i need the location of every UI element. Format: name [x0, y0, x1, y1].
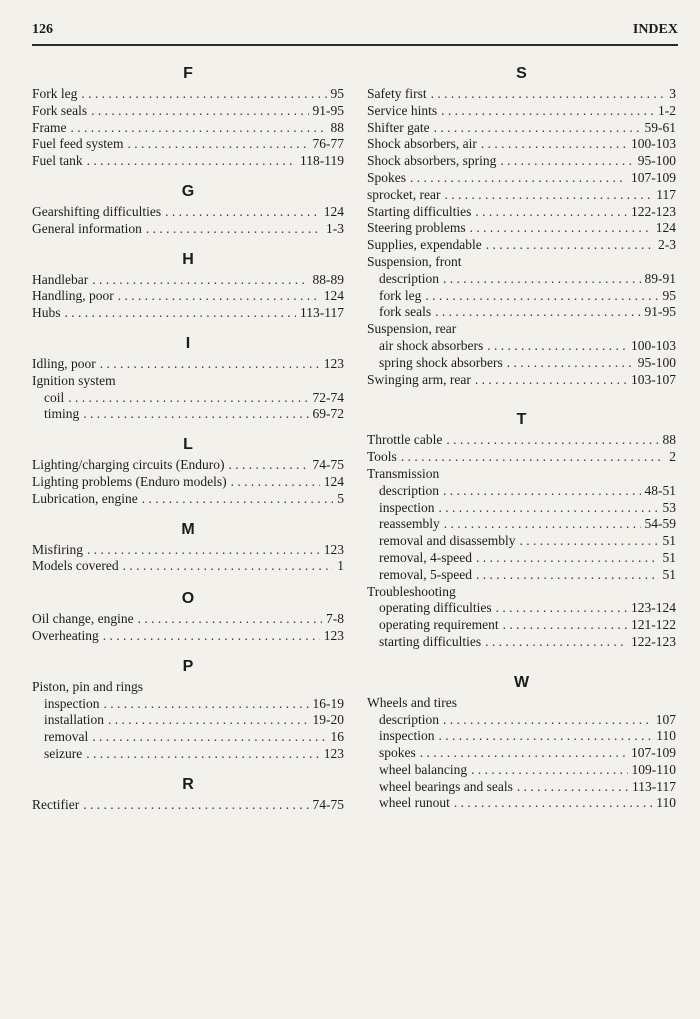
- index-entry: [32, 221, 344, 238]
- dot-leader: [434, 120, 641, 137]
- section-letter: F: [183, 65, 193, 82]
- entry-pages: 113-117: [300, 305, 344, 321]
- index-group-w: [367, 671, 676, 813]
- entry-term: wheel balancing: [379, 761, 468, 777]
- entry-term: Wheels and tires: [367, 694, 457, 710]
- index-subentry: [367, 762, 676, 779]
- entry-term: Gearshifting difficulties: [32, 203, 162, 219]
- page-header: [32, 22, 678, 46]
- entry-pages: 95-100: [637, 153, 676, 169]
- entry-pages: 109-110: [631, 761, 676, 777]
- dot-leader: [435, 304, 640, 321]
- entry-term: Hubs: [32, 305, 61, 321]
- entry-pages: 103-107: [631, 371, 676, 387]
- entry-pages: 74-75: [312, 457, 344, 473]
- index-entry: [32, 153, 344, 170]
- index-entry: [367, 86, 676, 103]
- entry-term: Starting difficulties: [367, 203, 472, 219]
- index-subentry: [367, 600, 676, 617]
- entry-pages: 59-61: [644, 119, 676, 135]
- entry-term: removal, 4-speed: [379, 549, 472, 565]
- index-entry: [32, 86, 344, 103]
- entry-term: Swinging arm, rear: [367, 371, 471, 387]
- index-subentry: [367, 712, 676, 729]
- entry-term: Lubrication, engine: [32, 490, 138, 506]
- section-letter: W: [513, 673, 530, 691]
- entry-pages: 110: [656, 795, 676, 811]
- section-letter: I: [185, 334, 191, 352]
- dot-leader: [446, 432, 658, 449]
- dot-leader: [86, 746, 320, 763]
- dot-leader: [443, 712, 652, 729]
- dot-leader: [401, 449, 665, 466]
- entry-term: Frame: [32, 119, 67, 135]
- entry-term: installation: [44, 712, 104, 728]
- index-entry: [367, 220, 676, 237]
- entry-pages: 123: [323, 627, 344, 643]
- entry-term: Lighting/charging circuits (Enduro): [32, 457, 225, 473]
- entry-pages: 95: [662, 287, 676, 303]
- index-entry: [32, 491, 344, 508]
- index-group-t: [367, 408, 676, 650]
- entry-term: Idling, poor: [32, 355, 96, 371]
- entry-term: Handling, poor: [32, 288, 114, 304]
- index-entry: [32, 356, 344, 373]
- entry-term: Safety first: [367, 86, 427, 101]
- entry-term: Transmission: [367, 465, 440, 481]
- entry-term: Fuel tank: [32, 153, 83, 169]
- entry-term: description: [379, 270, 439, 286]
- entry-term: starting difficulties: [379, 633, 482, 649]
- dot-leader: [68, 390, 308, 407]
- section-letter: L: [183, 436, 193, 454]
- index-subentry: [32, 729, 344, 746]
- entry-pages: 69-72: [312, 406, 344, 422]
- index-entry: [367, 695, 676, 712]
- dot-leader: [471, 762, 627, 779]
- entry-pages: 107-109: [631, 169, 676, 185]
- entry-pages: 51: [662, 533, 676, 549]
- index-subentry: [367, 483, 676, 500]
- index-entry: [32, 373, 344, 390]
- index-entry: [32, 679, 344, 696]
- entry-pages: 74-75: [312, 796, 344, 812]
- dot-leader: [127, 136, 308, 153]
- section-letter: M: [181, 520, 195, 538]
- index-entry: [367, 466, 676, 483]
- entry-pages: 88: [662, 432, 676, 448]
- entry-term: Lighting problems (Enduro models): [32, 473, 227, 489]
- entry-pages: 89-91: [644, 270, 676, 286]
- entry-term: coil: [44, 389, 65, 405]
- index-group-s: [367, 62, 676, 388]
- index-subentry: [367, 355, 676, 372]
- dot-leader: [439, 500, 659, 517]
- entry-term: seizure: [44, 745, 83, 761]
- dot-leader: [91, 103, 308, 120]
- dot-leader: [138, 611, 322, 628]
- entry-pages: 122-123: [631, 203, 676, 219]
- entry-term: Overheating: [32, 627, 99, 643]
- entry-term: General information: [32, 220, 142, 236]
- entry-pages: 1-3: [326, 220, 344, 236]
- entry-pages: 2: [669, 449, 676, 465]
- entry-term: Shifter gate: [367, 119, 430, 135]
- dot-leader: [231, 474, 320, 491]
- entry-term: fork leg: [379, 287, 422, 303]
- index-entry: [32, 542, 344, 559]
- index-group-m: [32, 518, 344, 576]
- index-entry: [32, 288, 344, 305]
- index-entry: [367, 372, 676, 389]
- index-subentry: [367, 500, 676, 517]
- index-entry: [32, 204, 344, 221]
- index-group-l: [32, 433, 344, 507]
- dot-leader: [92, 272, 308, 289]
- entry-pages: 2-3: [658, 237, 676, 253]
- index-entry: [367, 584, 676, 601]
- entry-pages: 123: [323, 355, 344, 371]
- entry-term: Ignition system: [32, 372, 116, 388]
- entry-term: air shock absorbers: [379, 337, 484, 353]
- index-entry: [32, 457, 344, 474]
- index-subentry: [32, 712, 344, 729]
- section-letter: O: [181, 590, 195, 608]
- entry-term: fork seals: [379, 304, 432, 320]
- dot-leader: [228, 457, 308, 474]
- entry-term: description: [379, 482, 439, 498]
- entry-pages: 124: [323, 203, 344, 219]
- header-title: INDEX: [632, 22, 678, 37]
- entry-term: Misfiring: [32, 541, 84, 557]
- entry-term: Fork leg: [32, 86, 78, 101]
- entry-term: Supplies, expendable: [367, 237, 482, 253]
- index-entry: [367, 120, 676, 137]
- section-letter: R: [182, 775, 194, 793]
- index-subentry: [32, 746, 344, 763]
- index-entry: [367, 153, 676, 170]
- entry-pages: 51: [662, 566, 676, 582]
- entry-term: inspection: [44, 695, 100, 711]
- entry-pages: 118-119: [300, 153, 344, 169]
- dot-leader: [443, 483, 641, 500]
- entry-pages: 124: [323, 288, 344, 304]
- dot-leader: [476, 550, 659, 567]
- entry-pages: 3: [669, 86, 676, 101]
- entry-term: inspection: [379, 728, 435, 744]
- index-entry: [367, 449, 676, 466]
- entry-pages: 91-95: [644, 304, 676, 320]
- index-entry: [367, 170, 676, 187]
- entry-pages: 124: [323, 473, 344, 489]
- index-entry: [32, 120, 344, 137]
- dot-leader: [83, 406, 308, 423]
- entry-pages: 95-100: [637, 354, 676, 370]
- dot-leader: [486, 237, 654, 254]
- index-entry: [32, 272, 344, 289]
- entry-term: Suspension, front: [367, 253, 462, 269]
- index-entry: [367, 103, 676, 120]
- index-subentry: [367, 288, 676, 305]
- dot-leader: [487, 338, 627, 355]
- dot-leader: [444, 516, 641, 533]
- entry-term: Fuel feed system: [32, 136, 124, 152]
- entry-term: Piston, pin and rings: [32, 678, 144, 694]
- dot-leader: [87, 153, 296, 170]
- dot-leader: [475, 372, 627, 389]
- index-entry: [367, 432, 676, 449]
- entry-term: Steering problems: [367, 220, 466, 236]
- dot-leader: [123, 558, 334, 575]
- section-letter: G: [181, 182, 195, 200]
- dot-leader: [517, 779, 628, 796]
- index-group-i: [32, 332, 344, 423]
- entry-pages: 53: [662, 499, 676, 515]
- index-subentry: [367, 779, 676, 796]
- entry-pages: 91-95: [312, 102, 344, 118]
- entry-term: operating difficulties: [379, 600, 492, 616]
- entry-pages: 1: [337, 558, 344, 574]
- entry-term: Suspension, rear: [367, 321, 457, 337]
- dot-leader: [507, 355, 634, 372]
- dot-leader: [92, 729, 326, 746]
- entry-pages: 16-19: [312, 695, 344, 711]
- dot-leader: [485, 634, 627, 651]
- dot-leader: [519, 533, 658, 550]
- entry-pages: 117: [656, 186, 676, 202]
- index-subentry: [367, 617, 676, 634]
- index-subentry: [367, 338, 676, 355]
- index-entry: [32, 628, 344, 645]
- index-entry: [32, 305, 344, 322]
- index-group-h: [32, 248, 344, 322]
- dot-leader: [454, 795, 652, 812]
- dot-leader: [87, 542, 320, 559]
- index-entry: [32, 611, 344, 628]
- entry-term: Models covered: [32, 558, 119, 574]
- entry-pages: 107: [655, 711, 676, 727]
- index-group-p: [32, 655, 344, 763]
- section-letter: P: [182, 657, 194, 675]
- entry-term: sprocket, rear: [367, 186, 441, 202]
- entry-pages: 123-124: [631, 600, 676, 616]
- entry-pages: 100-103: [631, 136, 676, 152]
- index-entry: [367, 187, 676, 204]
- entry-pages: 19-20: [312, 712, 344, 728]
- entry-pages: 88-89: [312, 271, 344, 287]
- dot-leader: [443, 271, 641, 288]
- dot-leader: [470, 220, 652, 237]
- index-column-right: [367, 62, 676, 812]
- index-entry: [32, 797, 344, 814]
- dot-leader: [100, 356, 320, 373]
- dot-leader: [475, 204, 627, 221]
- entry-pages: 122-123: [631, 633, 676, 649]
- index-group-r: [32, 773, 344, 814]
- entry-term: wheel bearings and seals: [379, 778, 513, 794]
- entry-term: spring shock absorbers: [379, 354, 503, 370]
- index-entry: [367, 321, 676, 338]
- dot-leader: [444, 187, 652, 204]
- index-subentry: [367, 550, 676, 567]
- dot-leader: [104, 696, 309, 713]
- dot-leader: [81, 86, 326, 103]
- entry-pages: 7-8: [326, 611, 344, 627]
- entry-pages: 110: [656, 728, 676, 744]
- entry-pages: 124: [655, 220, 676, 236]
- section-letter: H: [182, 250, 194, 268]
- index-entry: [32, 136, 344, 153]
- index-column-left: [32, 62, 344, 814]
- entry-pages: 16: [330, 729, 344, 745]
- entry-term: Tools: [367, 449, 397, 465]
- entry-term: timing: [44, 406, 80, 422]
- index-subentry: [367, 745, 676, 762]
- section-letter: T: [516, 411, 527, 429]
- entry-term: removal, 5-speed: [379, 566, 472, 582]
- entry-term: Rectifier: [32, 796, 80, 812]
- entry-term: Troubleshooting: [367, 583, 456, 599]
- dot-leader: [83, 797, 308, 814]
- dot-leader: [71, 120, 327, 137]
- dot-leader: [441, 103, 654, 120]
- index-entry: [367, 136, 676, 153]
- dot-leader: [496, 600, 627, 617]
- dot-leader: [481, 136, 627, 153]
- entry-term: description: [379, 711, 439, 727]
- index-subentry: [367, 728, 676, 745]
- dot-leader: [439, 728, 653, 745]
- entry-pages: 72-74: [312, 389, 344, 405]
- entry-term: reassembly: [379, 516, 440, 532]
- entry-term: Shock absorbers, air: [367, 136, 477, 152]
- index-subentry: [32, 390, 344, 407]
- page-number: 126: [32, 22, 53, 37]
- index-subentry: [367, 304, 676, 321]
- dot-leader: [142, 491, 334, 508]
- entry-pages: 88: [330, 119, 344, 135]
- dot-leader: [410, 170, 627, 187]
- index-subentry: [367, 634, 676, 651]
- index-subentry: [32, 406, 344, 423]
- index-subentry: [367, 516, 676, 533]
- dot-leader: [431, 86, 666, 103]
- entry-pages: 1-2: [658, 102, 676, 118]
- entry-pages: 107-109: [631, 745, 676, 761]
- entry-term: wheel runout: [379, 795, 450, 811]
- entry-term: inspection: [379, 499, 435, 515]
- entry-pages: 95: [330, 86, 344, 101]
- index-entry: [32, 474, 344, 491]
- dot-leader: [425, 288, 658, 305]
- entry-pages: 5: [337, 490, 344, 506]
- entry-pages: 121-122: [631, 617, 676, 633]
- dot-leader: [500, 153, 633, 170]
- entry-term: Handlebar: [32, 271, 89, 287]
- entry-pages: 123: [323, 745, 344, 761]
- entry-term: Service hints: [367, 102, 438, 118]
- entry-term: spokes: [379, 745, 416, 761]
- entry-term: removal: [44, 729, 89, 745]
- dot-leader: [503, 617, 627, 634]
- entry-term: Fork seals: [32, 102, 88, 118]
- entry-term: Oil change, engine: [32, 611, 134, 627]
- index-entry: [32, 103, 344, 120]
- entry-pages: 123: [323, 541, 344, 557]
- index-entry: [367, 204, 676, 221]
- section-letter: S: [516, 65, 527, 82]
- index-subentry: [367, 795, 676, 812]
- entry-pages: 48-51: [644, 482, 676, 498]
- entry-term: Shock absorbers, spring: [367, 153, 497, 169]
- entry-term: operating requirement: [379, 617, 499, 633]
- dot-leader: [103, 628, 320, 645]
- index-subentry: [367, 533, 676, 550]
- index-subentry: [367, 567, 676, 584]
- dot-leader: [118, 288, 320, 305]
- dot-leader: [65, 305, 296, 322]
- index-group-f: [32, 62, 344, 170]
- entry-pages: 54-59: [644, 516, 676, 532]
- index-subentry: [32, 696, 344, 713]
- entry-term: removal and disassembly: [379, 533, 516, 549]
- index-entry: [32, 558, 344, 575]
- dot-leader: [476, 567, 659, 584]
- entry-pages: 100-103: [631, 337, 676, 353]
- entry-pages: 113-117: [632, 778, 676, 794]
- dot-leader: [420, 745, 627, 762]
- dot-leader: [165, 204, 320, 221]
- entry-term: Spokes: [367, 169, 407, 185]
- index-entry: [367, 254, 676, 271]
- index-group-g: [32, 180, 344, 238]
- index-group-o: [32, 587, 344, 645]
- entry-pages: 51: [662, 549, 676, 565]
- index-entry: [367, 237, 676, 254]
- entry-term: Throttle cable: [367, 432, 443, 448]
- entry-pages: 76-77: [312, 136, 344, 152]
- index-subentry: [367, 271, 676, 288]
- dot-leader: [146, 221, 322, 238]
- dot-leader: [108, 712, 309, 729]
